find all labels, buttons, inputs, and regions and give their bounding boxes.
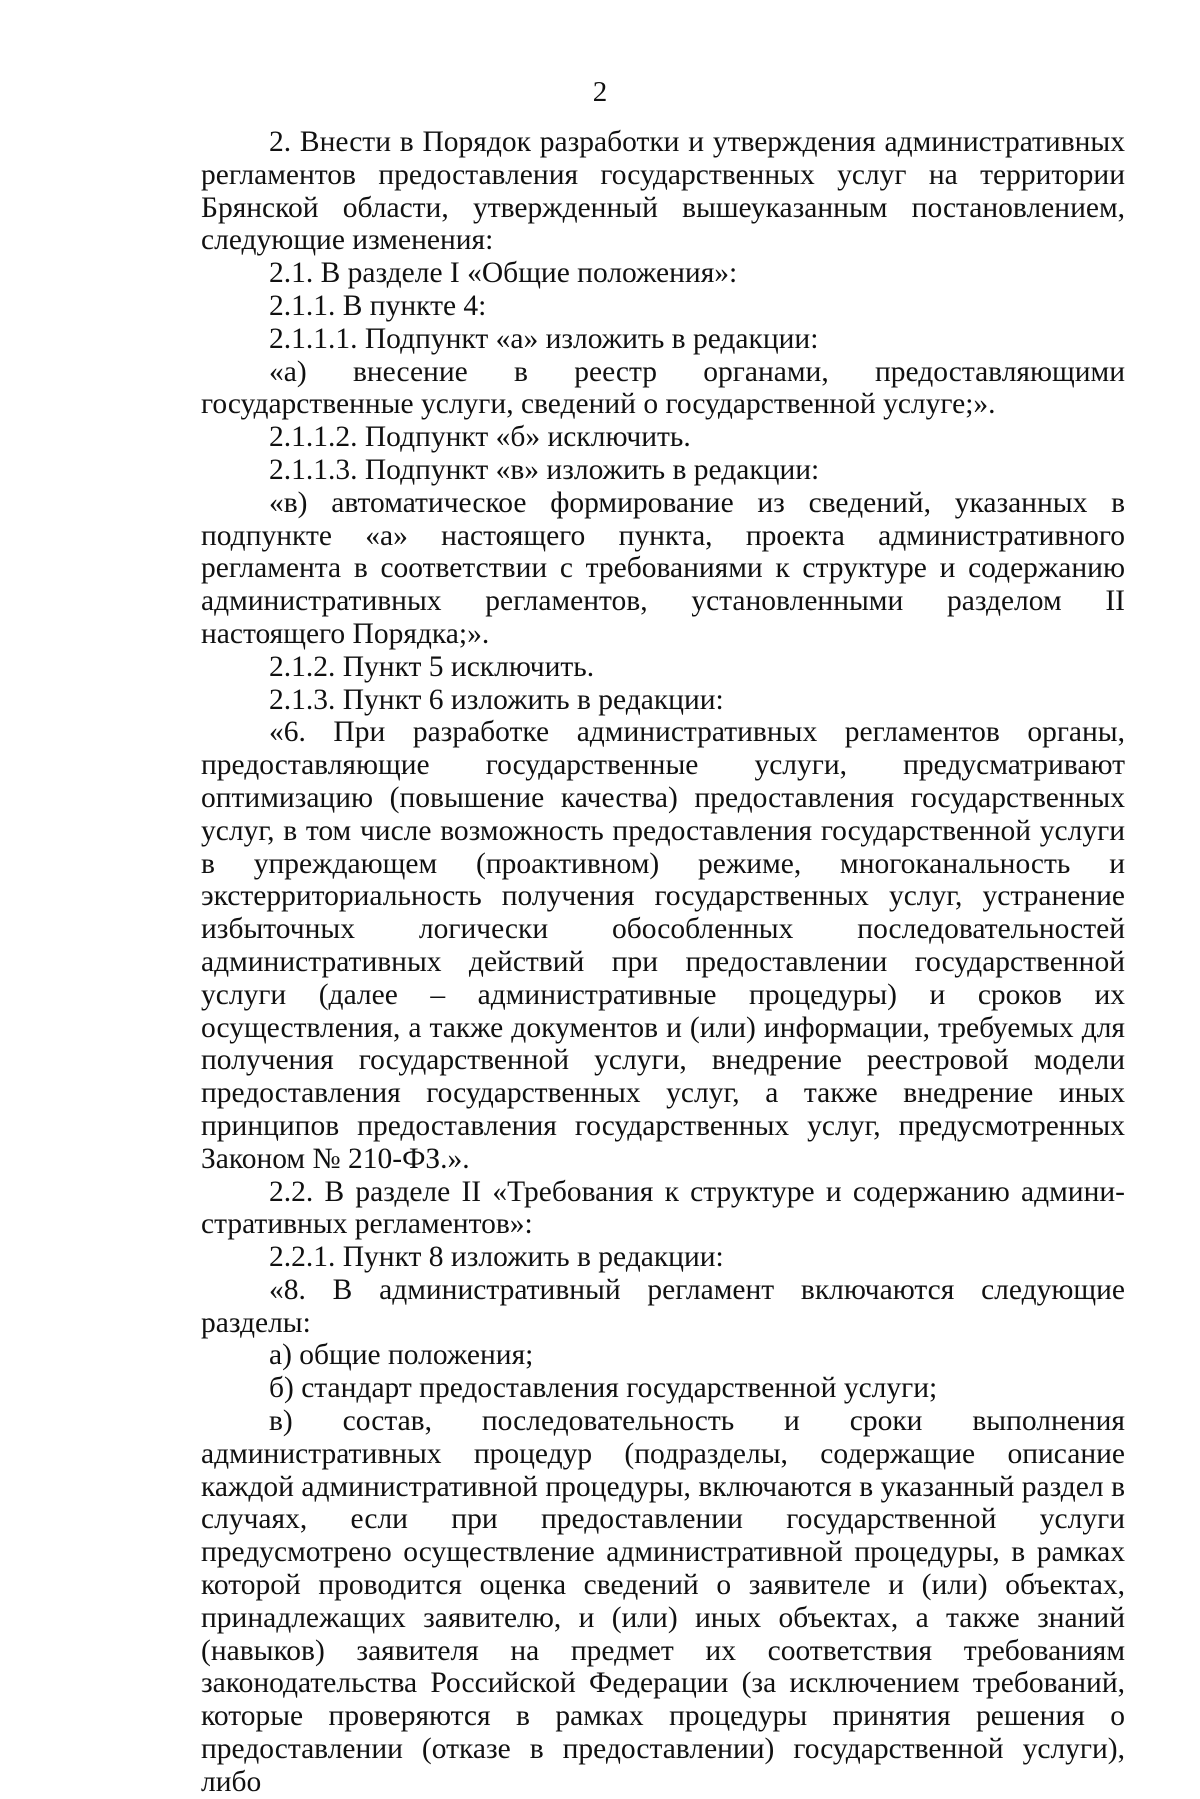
paragraph-2-1-1-1: 2.1.1.1. Подпункт «а» изложить в редакции: — [269, 322, 819, 355]
paragraph-2-1-1: 2.1.1. В пункте 4: — [269, 289, 487, 322]
paragraph-2-2-1: 2.2.1. Пункт 8 изложить в редакции: — [269, 1241, 724, 1274]
page-number: 2 — [592, 76, 608, 108]
list-item-a: а) общие положения; — [269, 1339, 534, 1372]
list-item-b: б) стандарт предоставления государственной услуги; — [269, 1372, 938, 1405]
paragraph-point-6: «6. При разработке административных регламентов органы, предоставляющие государственные услуги, предусматривают оптимизацию (повышение качества) предоставления государственных услуг, в том числе возможность предоставления государственной услуги в упреждающем (проактивном) режиме, многоканальность и экстерриториальность получения государственных услуг, устранение избыточных логически обособленных последовательностей административных действий при предоставлении государственной услуги (далее – административные процедуры) и сроков их осуществления, а также документов и (или) информации, требуемых для получения государственной услуги, внедрение реестровой модели предоставления государственных услуг, а также внедрение иных принципов предоставления государственных услуг, предусмотренных Законом № 210-ФЗ.». — [201, 716, 1125, 1175]
paragraph-subpoint-v: «в) автоматическое формирование из сведений, указанных в подпункте «а» настоящего пункта, проекта административного регламента в соответствии с требованиями к структуре и содержанию административных регламентов, установленными разделом II настоящего Порядка;». — [201, 486, 1125, 650]
paragraph-2: 2. Внести в Порядок разработки и утверждения административных регламентов предоставления государственных услуг на территории Брянской области, утвержденный вышеуказанным постановлением, следующие изменения: — [201, 126, 1125, 257]
document-body — [201, 126, 1125, 1799]
paragraph-point-8: «8. В административный регламент включаются следующие разделы: — [201, 1273, 1125, 1339]
paragraph-2-1: 2.1. В разделе I «Общие положения»: — [269, 257, 738, 290]
paragraph-2-1-1-2: 2.1.1.2. Подпункт «б» исключить. — [269, 421, 691, 454]
paragraph-2-1-3: 2.1.3. Пункт 6 изложить в редакции: — [269, 683, 724, 716]
paragraph-2-1-2: 2.1.2. Пункт 5 исключить. — [269, 650, 595, 683]
paragraph-subpoint-a: «а) внесение в реестр органами, предоставляющими государственные услуги, сведений о государственной услуге;». — [201, 355, 1125, 421]
list-item-v: в) состав, последовательность и сроки выполнения административных процедур (подразделы, содержащие описание каждой административной процедуры, включаются в указанный раздел в случаях, если при предоставлении государственной услуги предусмотрено осуществление административной процедуры, в рамках которой проводится оценка сведений о заявителе и (или) объектах, принадлежащих заявителю, и (или) иных объектах, а также знаний (навыков) заявителя на предмет их соответствия требованиям законодательства Российской Федерации (за исключением требований, которые проверяются в рамках процедуры принятия решения о предоставлении (отказе в предоставлении) государственной услуги), либо — [201, 1405, 1125, 1798]
paragraph-2-2: 2.2. В разделе II «Требования к структуре и содержанию административных регламентов»: — [201, 1175, 1125, 1241]
paragraph-2-1-1-3: 2.1.1.3. Подпункт «в» изложить в редакции: — [269, 453, 820, 486]
